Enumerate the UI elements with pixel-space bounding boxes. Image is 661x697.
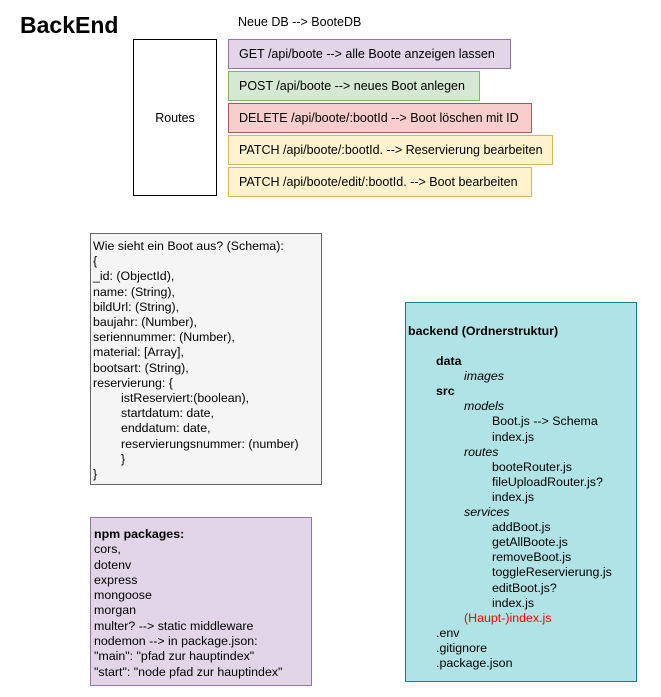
db-note: Neue DB --> BooteDB xyxy=(238,15,362,29)
folder-images: images xyxy=(464,369,504,384)
file-item: .env xyxy=(436,625,460,640)
page-title: BackEnd xyxy=(20,12,119,38)
routes-box xyxy=(133,39,217,196)
file-item: Boot.js --> Schema xyxy=(492,414,598,429)
npm-line: multer? --> static middleware xyxy=(94,618,254,633)
npm-line: morgan xyxy=(94,603,137,618)
file-item: addBoot.js xyxy=(492,520,551,535)
npm-packages-box xyxy=(90,517,312,686)
npm-line: express xyxy=(94,572,138,587)
route-get: GET /api/boote --> alle Boote anzeigen lassen xyxy=(228,39,511,69)
npm-line: dotenv xyxy=(94,557,132,572)
file-item: booteRouter.js xyxy=(492,459,572,474)
structure-heading: backend (Ordnerstruktur) xyxy=(408,324,559,338)
schema-line: name: (String), xyxy=(93,284,175,299)
folder-routes: routes xyxy=(464,444,499,459)
schema-line: istReserviert:(boolean), xyxy=(121,391,250,406)
route-patch-edit: PATCH /api/boote/edit/:bootId. --> Boot bearbeiten xyxy=(228,167,532,197)
route-delete: DELETE /api/boote/:bootId --> Boot löschen mit ID xyxy=(228,103,532,133)
route-post: POST /api/boote --> neues Boot anlegen xyxy=(228,71,480,101)
npm-line: nodemon --> in package.json: xyxy=(94,634,258,649)
schema-line: { xyxy=(93,254,98,269)
file-item: .gitignore xyxy=(436,640,487,655)
file-item: index.js xyxy=(492,429,535,444)
route-patch-reservation: PATCH /api/boote/:bootId. --> Reservierung bearbeiten xyxy=(228,135,553,165)
routes-label: Routes xyxy=(155,110,195,125)
schema-line: material: [Array], xyxy=(93,345,184,360)
schema-line: bildUrl: (String), xyxy=(93,299,180,314)
file-item: editBoot.js? xyxy=(492,580,557,595)
schema-line: } xyxy=(93,467,98,482)
file-item: getAllBoote.js xyxy=(492,535,568,550)
folder-structure-box xyxy=(405,302,637,682)
file-item: toggleReservierung.js xyxy=(492,565,612,580)
schema-line: bootsart: (String), xyxy=(93,360,189,375)
main-index-file: (Haupt-)index.js xyxy=(464,610,552,625)
file-item: fileUploadRouter.js? xyxy=(492,474,603,489)
folder-data: data xyxy=(436,354,462,369)
file-item: .package.json xyxy=(436,655,513,670)
schema-line: startdatum: date, xyxy=(121,406,214,421)
file-item: removeBoot.js xyxy=(492,550,572,565)
schema-line: enddatum: date, xyxy=(121,421,211,436)
npm-line: mongoose xyxy=(94,588,152,603)
spacer xyxy=(408,339,636,354)
folder-src: src xyxy=(436,384,455,399)
folder-models: models xyxy=(464,399,504,414)
schema-line: reservierung: { xyxy=(93,375,173,390)
schema-line: seriennummer: (Number), xyxy=(93,330,235,345)
schema-heading: Wie sieht ein Boot aus? (Schema): xyxy=(93,239,284,253)
file-item: index.js xyxy=(492,595,535,610)
file-item: index.js xyxy=(492,489,535,504)
schema-line: } xyxy=(121,451,126,466)
folder-services: services xyxy=(464,505,510,520)
schema-line: _id: (ObjectId), xyxy=(93,269,175,284)
npm-line: "main": "pfad zur hauptindex" xyxy=(94,649,255,664)
schema-line: baujahr: (Number), xyxy=(93,315,197,330)
schema-line: reservierungsnummer: (number) xyxy=(121,436,299,451)
npm-line: "start": "node pfad zur hauptindex" xyxy=(94,664,283,679)
schema-box xyxy=(90,233,322,485)
npm-heading: npm packages: xyxy=(94,527,185,541)
npm-line: cors, xyxy=(94,542,121,557)
